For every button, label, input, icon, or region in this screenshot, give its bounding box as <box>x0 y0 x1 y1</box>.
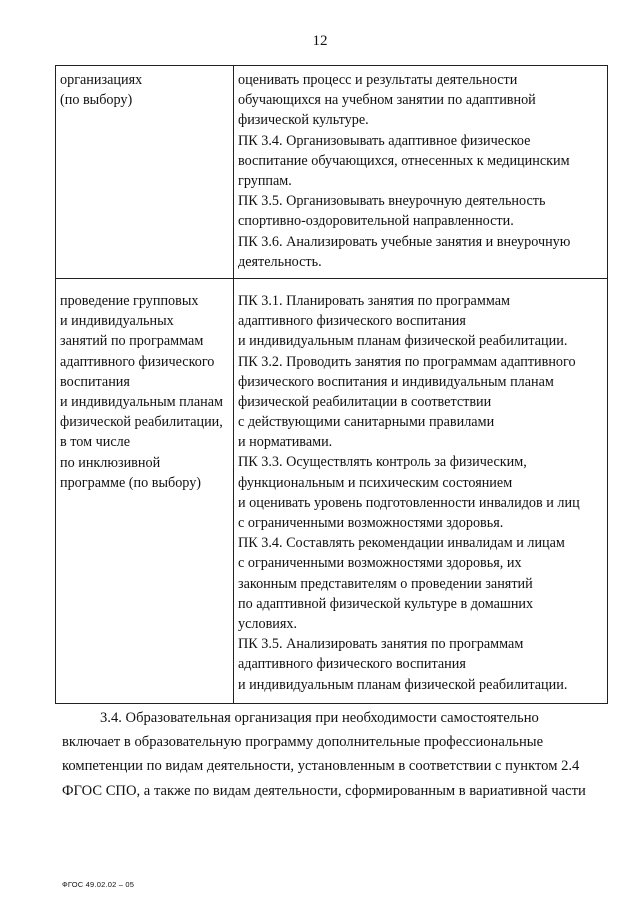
competency-line: воспитание обучающихся, отнесенных к медицинским <box>238 152 570 169</box>
activity-line: воспитания <box>60 373 130 390</box>
paragraph-line: включает в образовательную программу дополнительные профессиональные <box>62 734 544 751</box>
activity-line: в том числе <box>60 434 131 451</box>
table-row <box>56 66 608 279</box>
competency-line: группам. <box>238 172 292 189</box>
competency-line: оценивать процесс и результаты деятельности <box>238 72 518 88</box>
paragraph-line: 3.4. Образовательная организация при необходимости самостоятельно <box>100 710 539 726</box>
competencies-cell <box>234 66 608 279</box>
competency-line: и индивидуальным планам физической реабилитации. <box>238 333 568 350</box>
competency-line: с ограниченными возможностями здоровья. <box>238 515 504 532</box>
competency-line: и оценивать уровень подготовленности инвалидов и лиц <box>238 494 580 511</box>
paragraph-line: ФГОС СПО, а также по видам деятельности, сформированным в вариативной части <box>62 782 586 799</box>
competency-line: физического воспитания и индивидуальным планам <box>238 373 554 390</box>
activity-cell <box>56 66 234 279</box>
activity-line: по инклюзивной <box>60 454 161 471</box>
competency-line: деятельность. <box>238 253 322 270</box>
competency-line: спортивно-оздоровительной направленности. <box>238 213 514 230</box>
competency-line: по адаптивной физической культуре в домашних <box>238 595 534 612</box>
competency-line: физической культуре. <box>238 112 369 129</box>
competency-line: ПК 3.3. Осуществлять контроль за физическим, <box>238 454 527 471</box>
competency-line: условиях. <box>238 615 298 632</box>
activity-line: адаптивного физического <box>60 353 215 370</box>
competency-line: законным представителям о проведении занятий <box>238 575 533 592</box>
competency-line: функциональным и психическим состоянием <box>238 474 513 491</box>
activity-line: и индивидуальным планам <box>60 393 224 410</box>
competency-line: ПК 3.4. Составлять рекомендации инвалидам и лицам <box>238 535 565 552</box>
competency-line: ПК 3.5. Организовывать внеурочную деятельность <box>238 193 546 210</box>
competency-table <box>55 65 608 704</box>
competency-line: и индивидуальным планам физической реабилитации. <box>238 676 568 693</box>
paragraph-line: компетенции по видам деятельности, установленным в соответствии с пунктом 2.4 <box>62 758 580 775</box>
competency-line: ПК 3.5. Анализировать занятия по программам <box>238 636 524 653</box>
activity-line: (по выбору) <box>60 92 133 109</box>
document-footer: ФГОС 49.02.02 – 05 <box>62 880 135 889</box>
activity-line: занятий по программам <box>60 333 204 350</box>
competencies-cell <box>234 278 608 703</box>
activity-line: программе (по выбору) <box>60 474 202 491</box>
table-row <box>56 278 608 703</box>
page-number: 12 <box>312 33 328 49</box>
competency-line: адаптивного физического воспитания <box>238 313 466 330</box>
activity-line: и индивидуальных <box>60 313 174 330</box>
activity-line: проведение групповых <box>60 292 199 309</box>
activity-line: физической реабилитации, <box>60 414 223 431</box>
body-paragraph <box>62 706 608 803</box>
competency-line: физической реабилитации в соответствии <box>238 393 492 410</box>
activity-line: организациях <box>60 72 143 88</box>
competency-line: ПК 3.2. Проводить занятия по программам адаптивного <box>238 353 576 370</box>
competency-line: ПК 3.1. Планировать занятия по программам <box>238 292 510 309</box>
competency-line: ПК 3.4. Организовывать адаптивное физическое <box>238 132 531 149</box>
competency-line: адаптивного физического воспитания <box>238 656 466 673</box>
competency-line: ПК 3.6. Анализировать учебные занятия и внеурочную <box>238 233 571 250</box>
competency-line: и нормативами. <box>238 434 333 451</box>
competency-line: с ограниченными возможностями здоровья, их <box>238 555 522 572</box>
activity-cell <box>56 278 234 703</box>
competency-line: обучающихся на учебном занятии по адаптивной <box>238 92 536 109</box>
competency-line: с действующими санитарными правилами <box>238 414 495 431</box>
